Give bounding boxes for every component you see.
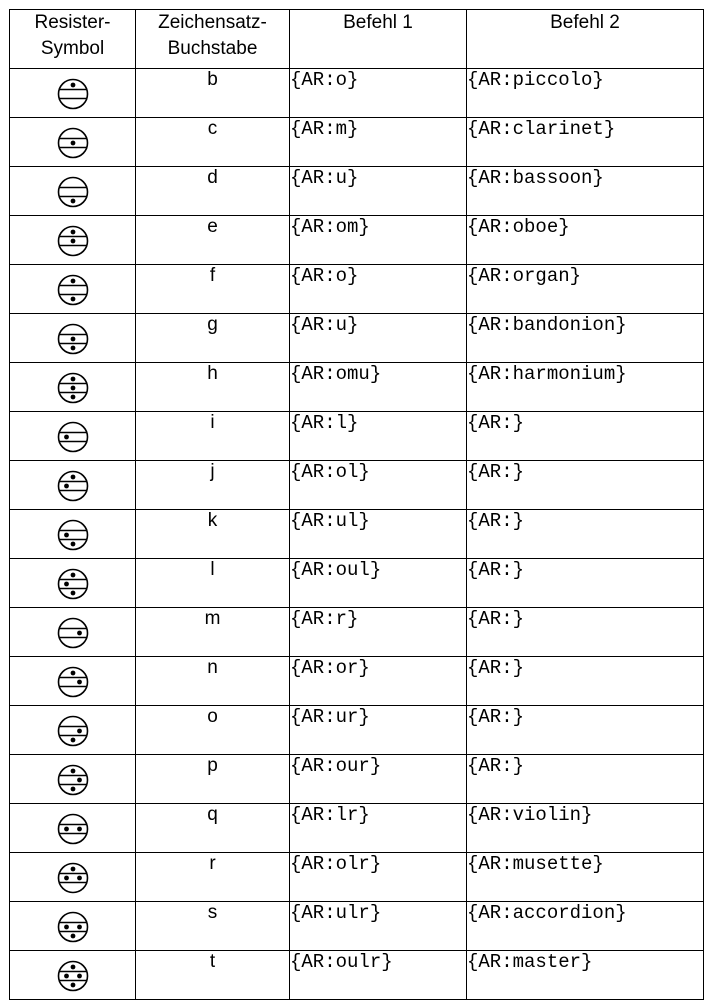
header-symbol bbox=[10, 10, 136, 69]
table-row bbox=[10, 608, 704, 657]
header-cmd1: Befehl 1 bbox=[290, 10, 467, 69]
table-row bbox=[10, 902, 704, 951]
table-row bbox=[10, 216, 704, 265]
register-symbol-cell bbox=[10, 951, 136, 1000]
register-symbol-cell bbox=[10, 853, 136, 902]
command1-cell: {AR:om} bbox=[290, 216, 467, 265]
register-symbol-cell bbox=[10, 265, 136, 314]
symbol-dot bbox=[77, 729, 82, 734]
letter-cell: r bbox=[136, 853, 290, 902]
symbol-circle bbox=[58, 619, 87, 648]
symbol-dot bbox=[64, 435, 69, 440]
symbol-dot bbox=[77, 631, 82, 636]
symbol-dot bbox=[77, 925, 82, 930]
letter-cell: g bbox=[136, 314, 290, 363]
symbol-dot bbox=[70, 239, 75, 244]
register-symbol-cell bbox=[10, 69, 136, 118]
symbol-dot bbox=[70, 738, 75, 743]
register-symbol-cell bbox=[10, 902, 136, 951]
symbol-dot bbox=[70, 934, 75, 939]
command2-cell: {AR:harmonium} bbox=[467, 363, 704, 412]
symbol-dot bbox=[70, 386, 75, 391]
symbol-dot bbox=[77, 827, 82, 832]
command1-cell: {AR:r} bbox=[290, 608, 467, 657]
register-symbol-icon bbox=[57, 617, 89, 649]
symbol-dot bbox=[70, 867, 75, 872]
symbol-dot bbox=[64, 484, 69, 489]
symbol-circle bbox=[58, 815, 87, 844]
table-row bbox=[10, 412, 704, 461]
symbol-dot bbox=[77, 680, 82, 685]
command1-cell: {AR:u} bbox=[290, 314, 467, 363]
command1-cell: {AR:l} bbox=[290, 412, 467, 461]
table-row bbox=[10, 167, 704, 216]
command1-cell: {AR:m} bbox=[290, 118, 467, 167]
register-symbol-cell bbox=[10, 461, 136, 510]
register-symbol-icon bbox=[57, 764, 89, 796]
table-row bbox=[10, 853, 704, 902]
symbol-dot bbox=[70, 591, 75, 596]
register-symbol-icon bbox=[57, 470, 89, 502]
command1-cell: {AR:ulr} bbox=[290, 902, 467, 951]
symbol-dot bbox=[64, 876, 69, 881]
register-symbol-icon bbox=[57, 323, 89, 355]
letter-cell: j bbox=[136, 461, 290, 510]
command2-cell: {AR:} bbox=[467, 755, 704, 804]
letter-cell: o bbox=[136, 706, 290, 755]
command1-cell: {AR:u} bbox=[290, 167, 467, 216]
register-symbol-icon bbox=[57, 862, 89, 894]
table-row bbox=[10, 314, 704, 363]
letter-cell: i bbox=[136, 412, 290, 461]
symbol-dot bbox=[77, 974, 82, 979]
symbol-dot bbox=[70, 769, 75, 774]
register-symbol-icon bbox=[57, 666, 89, 698]
register-symbol-icon bbox=[57, 813, 89, 845]
symbol-dot bbox=[70, 377, 75, 382]
command1-cell: {AR:olr} bbox=[290, 853, 467, 902]
register-symbol-cell bbox=[10, 559, 136, 608]
command2-cell: {AR:accordion} bbox=[467, 902, 704, 951]
symbol-dot bbox=[70, 983, 75, 988]
register-symbol-cell bbox=[10, 510, 136, 559]
command1-cell: {AR:o} bbox=[290, 265, 467, 314]
symbol-dot bbox=[64, 925, 69, 930]
command2-cell: {AR:violin} bbox=[467, 804, 704, 853]
register-symbol-cell bbox=[10, 657, 136, 706]
command2-cell: {AR:master} bbox=[467, 951, 704, 1000]
table-row bbox=[10, 951, 704, 1000]
symbol-dot bbox=[70, 230, 75, 235]
register-symbol-icon bbox=[57, 176, 89, 208]
symbol-dot bbox=[70, 671, 75, 676]
table-body bbox=[10, 69, 704, 1000]
symbol-dot bbox=[70, 346, 75, 351]
letter-cell: f bbox=[136, 265, 290, 314]
symbol-dot bbox=[70, 141, 75, 146]
command2-cell: {AR:bassoon} bbox=[467, 167, 704, 216]
symbol-dot bbox=[70, 475, 75, 480]
register-symbol-cell bbox=[10, 118, 136, 167]
letter-cell: n bbox=[136, 657, 290, 706]
register-table bbox=[9, 9, 704, 1000]
symbol-dot bbox=[70, 199, 75, 204]
command2-cell: {AR:oboe} bbox=[467, 216, 704, 265]
command1-cell: {AR:oulr} bbox=[290, 951, 467, 1000]
header-letter bbox=[136, 10, 290, 69]
command1-cell: {AR:o} bbox=[290, 69, 467, 118]
header-row bbox=[10, 10, 704, 69]
command2-cell: {AR:clarinet} bbox=[467, 118, 704, 167]
symbol-dot bbox=[70, 787, 75, 792]
letter-cell: m bbox=[136, 608, 290, 657]
command2-cell: {AR:} bbox=[467, 461, 704, 510]
command2-cell: {AR:piccolo} bbox=[467, 69, 704, 118]
command2-cell: {AR:musette} bbox=[467, 853, 704, 902]
letter-cell: t bbox=[136, 951, 290, 1000]
header-symbol-line2: Symbol bbox=[40, 38, 105, 59]
letter-cell: h bbox=[136, 363, 290, 412]
header-cmd2: Befehl 2 bbox=[467, 10, 704, 69]
letter-cell: l bbox=[136, 559, 290, 608]
letter-cell: c bbox=[136, 118, 290, 167]
letter-cell: q bbox=[136, 804, 290, 853]
symbol-dot bbox=[70, 337, 75, 342]
command1-cell: {AR:ur} bbox=[290, 706, 467, 755]
symbol-dot bbox=[70, 573, 75, 578]
header-letter-line2: Buchstabe bbox=[167, 38, 258, 59]
register-symbol-cell bbox=[10, 412, 136, 461]
symbol-dot bbox=[64, 533, 69, 538]
command1-cell: {AR:our} bbox=[290, 755, 467, 804]
command2-cell: {AR:} bbox=[467, 657, 704, 706]
symbol-dot bbox=[70, 83, 75, 88]
symbol-dot bbox=[77, 778, 82, 783]
register-symbol-cell bbox=[10, 167, 136, 216]
symbol-dot bbox=[70, 395, 75, 400]
header-symbol-line1: Resister- bbox=[34, 12, 111, 33]
table-row bbox=[10, 69, 704, 118]
register-symbol-cell bbox=[10, 314, 136, 363]
table-row bbox=[10, 804, 704, 853]
command1-cell: {AR:oul} bbox=[290, 559, 467, 608]
register-symbol-icon bbox=[57, 78, 89, 110]
register-symbol-cell bbox=[10, 706, 136, 755]
register-symbol-icon bbox=[57, 372, 89, 404]
symbol-dot bbox=[70, 297, 75, 302]
command2-cell: {AR:organ} bbox=[467, 265, 704, 314]
register-symbol-cell bbox=[10, 755, 136, 804]
command1-cell: {AR:omu} bbox=[290, 363, 467, 412]
command2-cell: {AR:bandonion} bbox=[467, 314, 704, 363]
table-row bbox=[10, 461, 704, 510]
register-symbol-cell bbox=[10, 804, 136, 853]
register-symbol-icon bbox=[57, 960, 89, 992]
command1-cell: {AR:ul} bbox=[290, 510, 467, 559]
letter-cell: b bbox=[136, 69, 290, 118]
letter-cell: s bbox=[136, 902, 290, 951]
symbol-dot bbox=[64, 974, 69, 979]
register-symbol-icon bbox=[57, 911, 89, 943]
command1-cell: {AR:ol} bbox=[290, 461, 467, 510]
register-symbol-icon bbox=[57, 568, 89, 600]
table-row bbox=[10, 657, 704, 706]
table-row bbox=[10, 706, 704, 755]
symbol-dot bbox=[70, 965, 75, 970]
table-row bbox=[10, 363, 704, 412]
table-row bbox=[10, 265, 704, 314]
command1-cell: {AR:or} bbox=[290, 657, 467, 706]
register-symbol-cell bbox=[10, 608, 136, 657]
register-symbol-icon bbox=[57, 274, 89, 306]
command2-cell: {AR:} bbox=[467, 412, 704, 461]
register-symbol-icon bbox=[57, 127, 89, 159]
command1-cell: {AR:lr} bbox=[290, 804, 467, 853]
header-letter-line1: Zeichensatz- bbox=[158, 12, 267, 33]
symbol-dot bbox=[70, 279, 75, 284]
table-row bbox=[10, 755, 704, 804]
register-symbol-icon bbox=[57, 225, 89, 257]
symbol-dot bbox=[77, 876, 82, 881]
table-row bbox=[10, 559, 704, 608]
letter-cell: d bbox=[136, 167, 290, 216]
command2-cell: {AR:} bbox=[467, 510, 704, 559]
letter-cell: p bbox=[136, 755, 290, 804]
command2-cell: {AR:} bbox=[467, 559, 704, 608]
table-row bbox=[10, 510, 704, 559]
register-symbol-icon bbox=[57, 421, 89, 453]
symbol-dot bbox=[64, 827, 69, 832]
register-symbol-icon bbox=[57, 519, 89, 551]
register-symbol-cell bbox=[10, 216, 136, 265]
command2-cell: {AR:} bbox=[467, 706, 704, 755]
register-symbol-icon bbox=[57, 715, 89, 747]
register-symbol-cell bbox=[10, 363, 136, 412]
command2-cell: {AR:} bbox=[467, 608, 704, 657]
letter-cell: k bbox=[136, 510, 290, 559]
symbol-dot bbox=[70, 542, 75, 547]
table-row bbox=[10, 118, 704, 167]
symbol-dot bbox=[64, 582, 69, 587]
symbol-circle bbox=[58, 423, 87, 452]
letter-cell: e bbox=[136, 216, 290, 265]
